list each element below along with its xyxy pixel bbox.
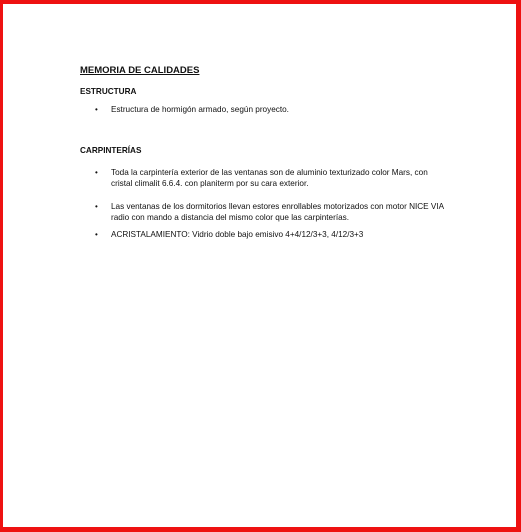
list-item: • Las ventanas de los dormitorios llevan estores enrollables motorizados con motor NICE VIA radio con mando a distancia del mismo color que las carpinterías. (80, 201, 451, 224)
section-heading-estructura: ESTRUCTURA (80, 87, 137, 96)
bullet-list-estructura (80, 104, 480, 116)
bullet-list-carpinterias (80, 167, 480, 241)
list-item: • Estructura de hormigón armado, según proyecto. (80, 104, 451, 116)
list-item: • ACRISTALAMIENTO: Vidrio doble bajo emisivo 4+4/12/3+3, 4/12/3+3 (80, 229, 451, 241)
list-item: • Toda la carpintería exterior de las ventanas son de aluminio texturizado color Mars, con cristal climalit 6.6.4. con planiterm por su cara exterior. (80, 167, 451, 190)
document-title: MEMORIA DE CALIDADES (80, 65, 200, 76)
document-page (80, 65, 480, 240)
section-heading-carpinterias: CARPINTERÍAS (80, 145, 142, 155)
